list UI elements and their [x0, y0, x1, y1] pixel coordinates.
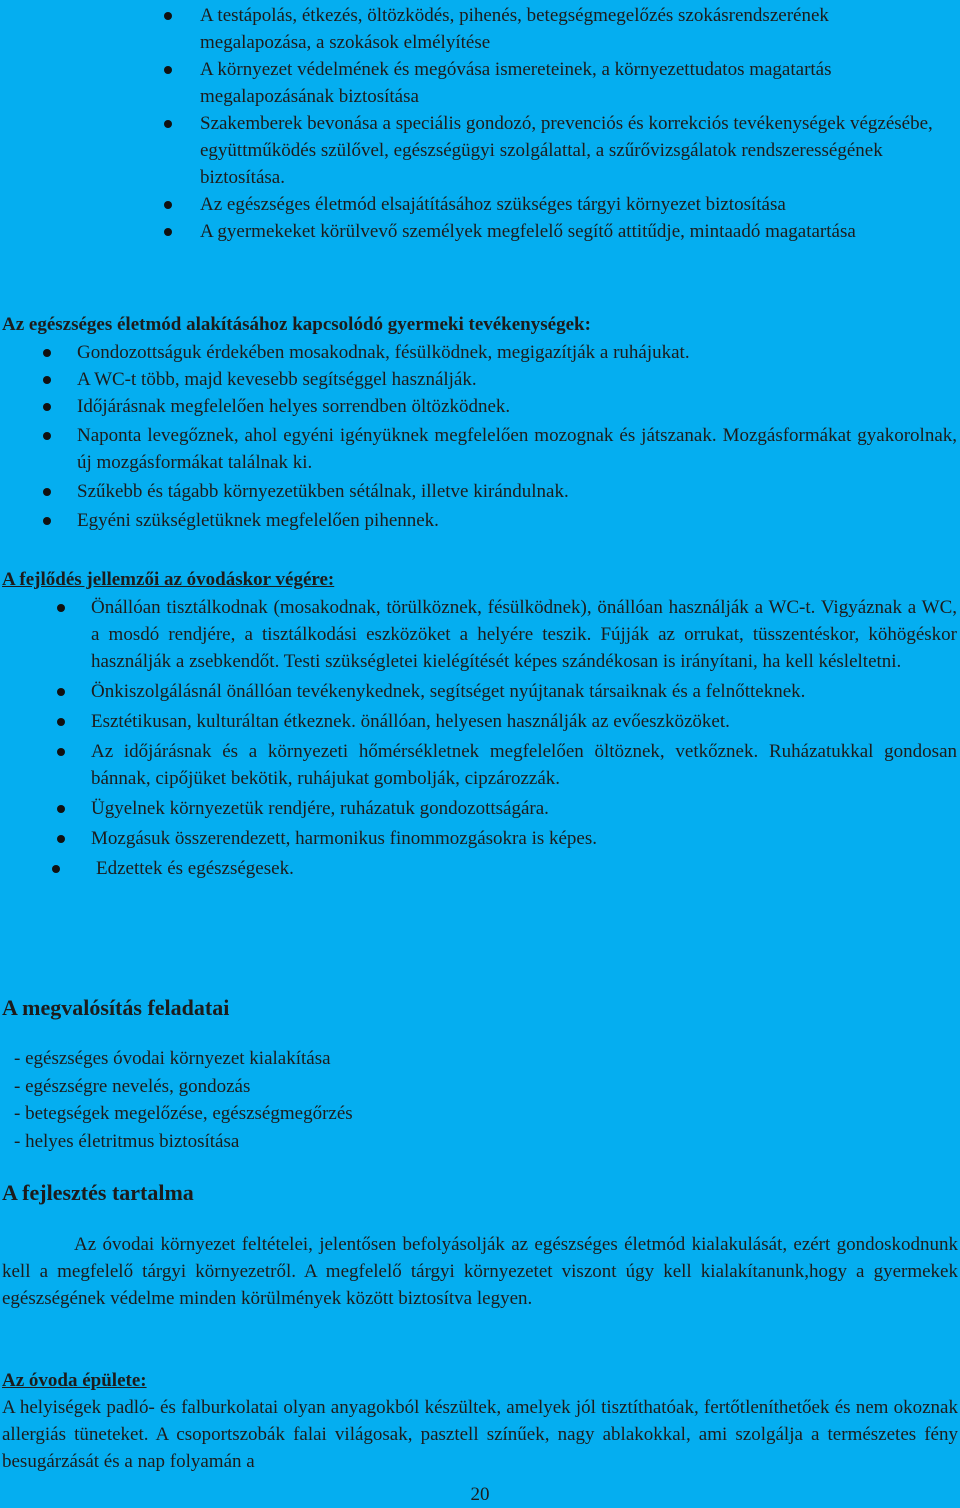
list-item: A WC-t több, majd kevesebb segítséggel használják.	[77, 366, 957, 393]
content-heading: A fejlesztés tartalma	[2, 1180, 194, 1205]
list-item: - egészségre nevelés, gondozás	[14, 1075, 251, 1097]
page-number: 20	[470, 1484, 490, 1505]
tasks-list	[14, 1045, 614, 1155]
list-item: Mozgásuk összerendezett, harmonikus finommozgásokra is képes.	[91, 825, 957, 852]
building-paragraph-block	[2, 1394, 958, 1475]
building-paragraph: A helyiségek padló- és falburkolatai olyan anyagokból készültek, amelyek jól tisztíthatóak, fertőtleníthetőek és nem okoznak allergiás tüneteket. A csoportszobák falai világosak, pasztell színűek, nagy ablakokkal, ami szolgálja a természetes fény besugárzását és a nap folyamán a	[2, 1397, 958, 1472]
list-item: - egészséges óvodai környezet kialakítása	[14, 1048, 331, 1069]
list-item: Szakemberek bevonása a speciális gondozó, prevenciós és korrekciós tevékenységek végzésébe, együttműködés szülővel, egészségügyi szolgálattal, a szűrővizsgálatok rendszerességének biztosítása.	[200, 110, 940, 191]
list-item: - betegségek megelőzése, egészségmegőrzés	[14, 1103, 353, 1124]
health-goals-list	[200, 2, 940, 245]
list-item: Az időjárásnak és a környezeti hőmérsékletnek megfelelően öltöznek, vetkőznek. Ruházatukkal gondosan bánnak, cipőjüket bekötik, ruhájukat gombolják, cipzározzák.	[91, 738, 957, 792]
activities-list	[77, 339, 957, 534]
list-item: Az egészséges életmód elsajátításához szükséges tárgyi környezet biztosítása	[200, 191, 940, 218]
list-item: Önkiszolgálásnál önállóan tevékenykednek, segítséget nyújtanak társaiknak és a felnőtteknek.	[91, 678, 957, 705]
list-item: Szűkebb és tágabb környezetükben sétálnak, illetve kirándulnak.	[77, 478, 957, 505]
list-item: A környezet védelmének és megóvása ismereteinek, a környezettudatos magatartás megalapozásának biztosítása	[200, 56, 940, 110]
list-item: Gondozottságuk érdekében mosakodnak, fésülködnek, megigazítják a ruhájukat.	[77, 339, 957, 366]
development-list	[91, 594, 957, 882]
content-paragraph: Az óvodai környezet feltételei, jelentősen befolyásolják az egészséges életmód kialakulását, ezért gondoskodnunk kell a megfelelő tárgyi környezetről. A megfelelő tárgyi környezetet viszont úgy kell kialakítanunk,hogy a gyermekek egészségének védelme minden körülmények között biztosítva legyen.	[2, 1234, 958, 1309]
list-item: Önállóan tisztálkodnak (mosakodnak, törülköznek, fésülködnek), önállóan használják a WC-t. Vigyáznak a WC, a mosdó rendjére, a tisztálkodási eszközöket a helyére teszik. Fújják az orrukat, tüsszentéskor, köhögéskor használják a zsebkendőt. Testi szükségletei kielégítését képes szándékosan is irányítani, ha kell késleltetni.	[91, 594, 957, 675]
activities-heading: Az egészséges életmód alakításához kapcsolódó gyermeki tevékenységek:	[2, 314, 591, 335]
development-heading: A fejlődés jellemzői az óvodáskor végére:	[2, 569, 335, 590]
list-item: Időjárásnak megfelelően helyes sorrendben öltözködnek.	[77, 393, 957, 420]
content-paragraph-block	[2, 1231, 958, 1312]
list-item: Ügyelnek környezetük rendjére, ruházatuk gondozottságára.	[91, 795, 957, 822]
list-item: - helyes életritmus biztosítása	[14, 1130, 240, 1152]
list-item: Esztétikusan, kulturáltan étkeznek. önállóan, helyesen használják az evőeszközöket.	[91, 708, 957, 735]
list-item: Edzettek és egészségesek.	[91, 855, 957, 882]
building-heading: Az óvoda épülete:	[2, 1370, 147, 1391]
list-item: A testápolás, étkezés, öltözködés, pihenés, betegségmegelőzés szokásrendszerének megalapozása, a szokások elmélyítése	[200, 2, 940, 56]
list-item: Naponta levegőznek, ahol egyéni igényüknek megfelelően mozognak és játszanak. Mozgásformákat gyakorolnak, új mozgásformákat találnak ki.	[77, 422, 957, 476]
list-item: Egyéni szükségletüknek megfelelően pihennek.	[77, 507, 957, 534]
tasks-heading: A megvalósítás feladatai	[2, 995, 230, 1020]
list-item: A gyermekeket körülvevő személyek megfelelő segítő attitűdje, mintaadó magatartása	[200, 218, 940, 245]
